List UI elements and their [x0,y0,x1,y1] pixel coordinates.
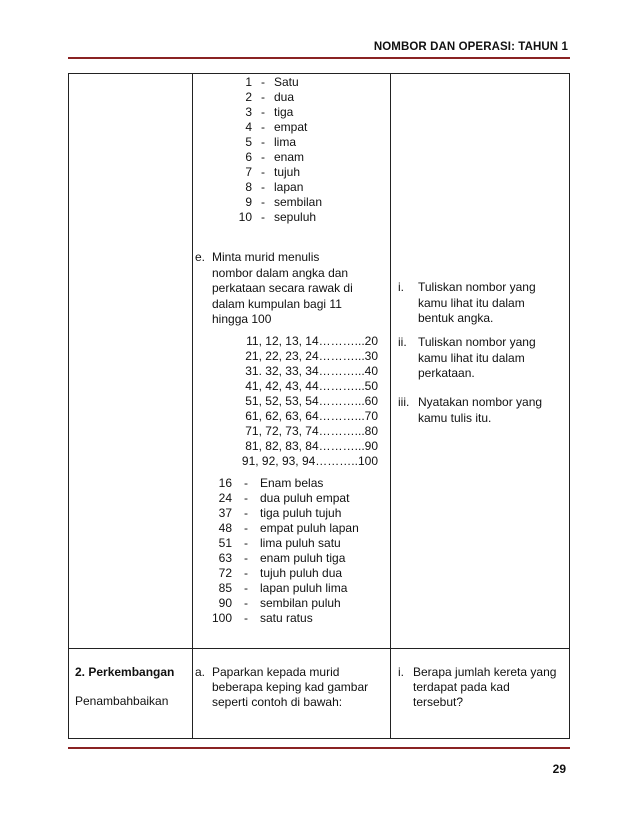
text-line: Paparkan kepada murid [212,665,340,679]
sequence-line: 81, 82, 83, 84………...90 [245,439,378,453]
text-line: hingga 100 [212,312,272,326]
footer-divider [68,747,570,749]
list-text [413,665,568,710]
list-text [212,665,385,710]
dash-separator: - [244,506,248,520]
list-marker: e. [195,250,206,264]
page-header-title: NOMBOR DAN OPERASI: TAHUN 1 [373,41,568,53]
dash-separator: - [244,581,248,595]
number-name: enam puluh tiga [260,551,346,565]
column-divider-2 [390,73,391,738]
number-value: 37 [218,506,232,520]
sequence-line: 51, 52, 53, 54………...60 [245,394,378,408]
number-name-row [208,536,359,551]
number-word-row [222,105,322,120]
text-line: nombor dalam angka dan [212,265,349,280]
dash-separator: - [261,120,265,134]
dash-separator: - [261,165,265,179]
number-name: sembilan puluh [260,596,341,610]
text-line: kamu tulis itu. [418,410,492,425]
number-word-row [222,120,322,135]
number-value: 9 [245,195,252,209]
number-name-row [208,551,359,566]
number-words-list [222,75,322,225]
number-name: Enam belas [260,476,324,490]
text-line: Tuliskan nombor yang [418,280,536,294]
dash-separator: - [261,135,265,149]
text-line: beberapa keping kad gambar [212,680,369,694]
number-word: tiga [274,105,294,119]
text-line: seperti contoh di bawah: [212,695,343,709]
number-word: sepuluh [274,210,317,224]
sequence-line: 41, 42, 43, 44………...50 [245,379,378,393]
dash-separator: - [261,75,265,89]
number-sequence-list [228,334,378,469]
stage-title: 2. Perkembangan [75,665,175,679]
text-line: dalam kumpulan bagi 11 [212,296,342,311]
sequence-line: 11, 12, 13, 14………...20 [246,334,378,348]
list-marker: ii. [398,335,407,349]
number-name: lima puluh satu [260,536,341,550]
list-marker: i. [398,280,404,294]
number-word-row [222,75,322,90]
number-word-row [222,165,322,180]
text-line: Berapa jumlah kereta yang [413,665,557,679]
number-name: tiga puluh tujuh [260,506,342,520]
number-word: dua [274,90,295,104]
number-value: 24 [218,491,232,505]
number-value: 100 [211,611,232,625]
number-word-row [222,150,322,165]
text-line: kamu lihat itu dalam [418,350,525,365]
activity-item-a [195,665,385,710]
number-value: 85 [218,581,232,595]
dash-separator: - [244,491,248,505]
number-value: 4 [245,120,252,134]
dash-separator: - [244,611,248,625]
number-value: 2 [245,90,252,104]
number-name-row [208,581,359,596]
number-value: 48 [218,521,232,535]
number-word-row [222,180,322,195]
text-line: tersebut? [413,695,464,709]
page-number: 29 [552,762,566,776]
list-text [212,250,385,328]
number-value: 63 [218,551,232,565]
row-divider [68,648,569,649]
number-word-row [222,90,322,105]
number-name: dua puluh empat [260,491,350,505]
sequence-line: 31. 32, 33, 34………...40 [245,364,378,378]
question-item-i [398,665,568,710]
list-marker: a. [195,665,206,679]
list-marker: iii. [398,395,410,409]
activity-item-e [195,250,385,328]
dash-separator: - [244,566,248,580]
number-value: 7 [245,165,252,179]
number-word: enam [274,150,305,164]
number-word-row [222,210,322,225]
column-divider-1 [192,73,193,738]
list-text [418,280,568,327]
text-line: perkataan. [418,366,475,380]
number-value: 10 [238,210,252,224]
sequence-line: 91, 92, 93, 94………..100 [241,454,378,468]
header-divider [68,57,570,59]
number-word: Satu [274,75,299,89]
number-value: 72 [218,566,232,580]
stage-subtitle: Penambahbaikan [75,694,169,708]
number-value: 90 [218,596,232,610]
list-text [418,335,568,382]
text-line: Minta murid menulis [212,250,320,264]
number-name-row [208,491,359,506]
number-word: lapan [274,180,304,194]
number-word: tujuh [274,165,301,179]
dash-separator: - [261,105,265,119]
number-value: 3 [245,105,252,119]
list-marker: i. [398,665,404,679]
dash-separator: - [261,210,265,224]
number-value: 8 [245,180,252,194]
number-word-row [222,135,322,150]
number-name: tujuh puluh dua [260,566,343,580]
text-line: terdapat pada kad [413,680,510,694]
number-name-row [208,596,359,611]
number-value: 16 [218,476,232,490]
number-names-list [208,476,359,626]
assessment-item [398,395,568,426]
dash-separator: - [261,180,265,194]
number-name: satu ratus [260,611,313,625]
number-name-row [208,506,359,521]
number-word-row [222,195,322,210]
dash-separator: - [244,551,248,565]
number-name-row [208,566,359,581]
number-value: 51 [218,536,232,550]
dash-separator: - [261,195,265,209]
dash-separator: - [261,90,265,104]
number-word: empat [274,120,308,134]
number-word: sembilan [274,195,323,209]
sequence-line: 71, 72, 73, 74………...80 [245,424,378,438]
sequence-line: 21, 22, 23, 24………...30 [245,349,378,363]
number-name-row [208,476,359,491]
text-line: perkataan secara rawak di [212,281,353,295]
dash-separator: - [261,150,265,164]
text-line: kamu lihat itu dalam [418,295,525,310]
number-name-row [208,611,359,626]
text-line: Nyatakan nombor yang [418,395,543,409]
dash-separator: - [244,536,248,550]
list-text [418,395,568,426]
assessment-item [398,280,568,327]
number-value: 1 [245,75,252,89]
dash-separator: - [244,476,248,490]
number-value: 5 [245,135,252,149]
text-line: Tuliskan nombor yang [418,335,536,349]
text-line: bentuk angka. [418,311,494,325]
assessment-item [398,335,568,382]
sequence-line: 61, 62, 63, 64………...70 [245,409,378,423]
dash-separator: - [244,596,248,610]
number-value: 6 [245,150,252,164]
number-word: lima [274,135,297,149]
number-name-row [208,521,359,536]
number-name: lapan puluh lima [260,581,348,595]
number-name: empat puluh lapan [260,521,359,535]
dash-separator: - [244,521,248,535]
